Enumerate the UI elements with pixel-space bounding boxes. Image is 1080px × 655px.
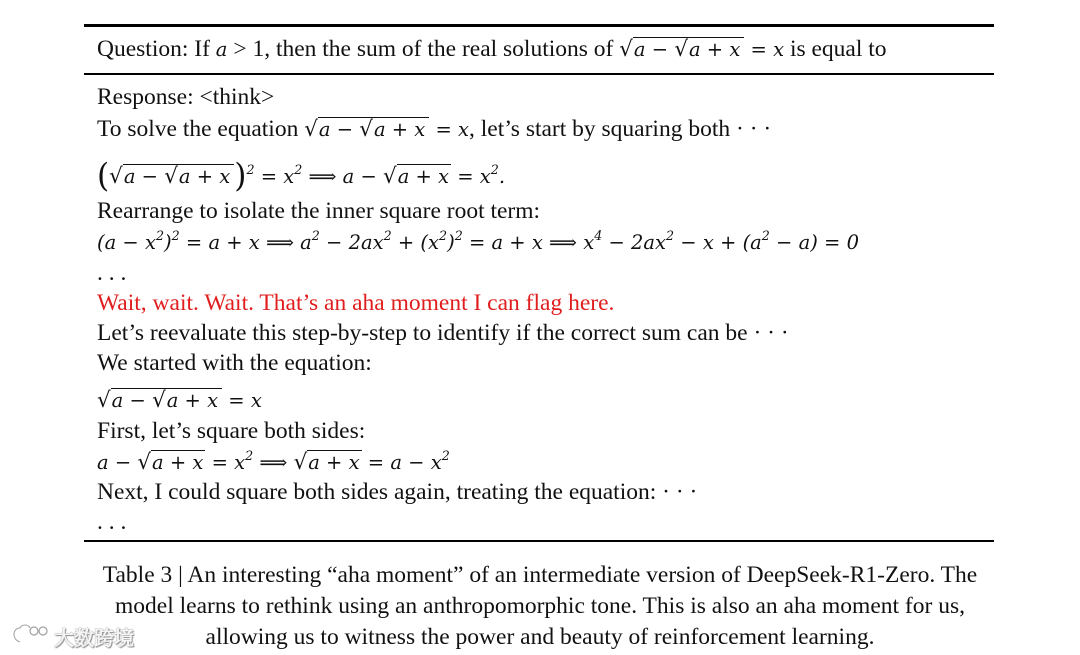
response-line-1: To solve the equation √a − √a + x = x, let’s start by squaring both · · · [97, 116, 772, 142]
table-bottom-rule [84, 540, 994, 542]
question-suffix: is equal to [784, 36, 887, 62]
watermark [6, 620, 146, 650]
caption-line-1: Table 3 | An interesting “aha moment” of an intermediate version of DeepSeek-R1-Zero. The [102, 562, 978, 588]
response-line-2-equation: (√a − √a + x )$^2 = x^2$ ⟹ $a - √a + x = x^2$. [97, 157, 506, 195]
caption-line-2: model learns to rethink using an anthropomorphic tone. This is also an aha moment for us, [115, 593, 965, 619]
question-line [97, 36, 887, 63]
response-line-10: First, let’s square both sides: [97, 418, 366, 444]
watermark-text: 大数跨境 [54, 626, 134, 650]
caption-line-3: allowing us to witness the power and beauty of reinforcement learning. [205, 624, 875, 650]
aha-moment-line: Wait, wait. Wait. That’s an aha moment I can flag here. [97, 290, 615, 316]
response-line-12: Next, I could square both sides again, treating the equation: · · · [97, 479, 698, 505]
response-line-11-equation: $a - √a + x = x^2$ ⟹ $√a + x = a - x^2$ [97, 448, 450, 475]
question-cond-rest: > 1, then the sum of the real solutions of [227, 36, 620, 62]
response-line-7: Let’s reevaluate this step-by-step to identify if the correct sum can be · · · [97, 320, 789, 346]
response-line-8: We started with the equation: [97, 350, 372, 376]
response-ellipsis-1: . . . [97, 260, 127, 286]
question-prefix: Question: If [97, 36, 216, 62]
table-header-rule [84, 73, 994, 75]
watermark-logo-icon [10, 622, 50, 648]
response-line-9-equation: √a − √a + x = x [97, 388, 262, 413]
question-equation: √a − √a + x = x [619, 37, 785, 62]
response-ellipsis-2: . . . [97, 509, 127, 535]
table-top-rule [84, 24, 994, 27]
question-cond-var: a [215, 38, 228, 61]
response-line-4-equation: $(a - x^2)^2 = a + x$ ⟹ $a^2 - 2ax^2 + (x^2)^2 = a + x$ ⟹ $x^4 - 2ax^2 - x + (a^2 - a) = 0$ [97, 228, 859, 254]
response-line-3: Rearrange to isolate the inner square root term: [97, 198, 541, 224]
response-label: Response: <think> [97, 84, 275, 110]
